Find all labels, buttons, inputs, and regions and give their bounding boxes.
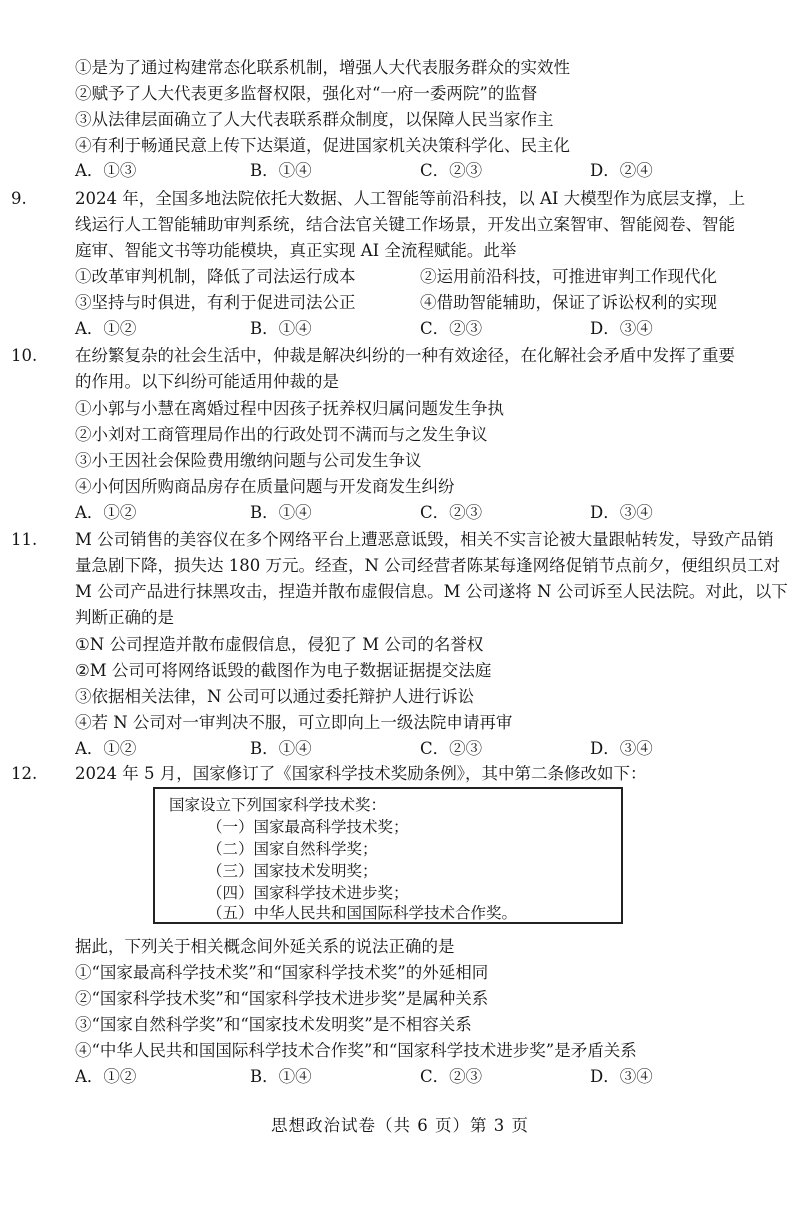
q12-choices [75,1064,765,1090]
q11-choice-d[interactable]: D．③④ [590,739,653,758]
q11-stem-line-2: 量急剧下降，损失达 180 万元。经查，N 公司经营者陈某每逢网络促销节点前夕，便组织员工对 [75,556,781,575]
q11-stem-line-1 [11,527,774,553]
q10-stem-line-2: 的作用。以下纠纷可能适用仲裁的是 [75,372,339,391]
q9-stem-line-3: 庭审、智能文书等功能模块，真正实现 AI 全流程赋能。此举 [75,241,517,260]
q10-stem-text-1: 在纷繁复杂的社会生活中，仲裁是解决纠纷的一种有效途径，在化解社会矛盾中发挥了重要 [75,346,735,365]
q9-option-2: ②运用前沿科技，可推进审判工作现代化 [420,267,717,286]
q9-choice-b[interactable]: B．①④ [250,319,312,338]
q8-choices [75,158,765,184]
q8-option-1: ①是为了通过构建常态化联系机制，增强人大代表服务群众的实效性 [75,58,570,77]
q10-choice-d[interactable]: D．③④ [590,503,653,522]
q12-choice-d[interactable]: D．③④ [590,1067,653,1086]
q11-stem-text-1: M 公司销售的美容仪在多个网络平台上遭恶意诋毁，相关不实言论被大量跟帖转发，导致产品销 [75,530,774,549]
box-item-1: （一）国家最高科学技术奖； [207,818,409,836]
q9-choice-a[interactable]: A．①② [75,319,137,338]
box-heading: 国家设立下列国家科学技术奖： [169,796,387,814]
q12-number: 12. [11,764,38,783]
q10-choice-a[interactable]: A．①② [75,503,137,522]
q9-stem-line-1 [11,186,760,212]
q11-choice-c[interactable]: C．②③ [420,739,483,758]
q10-choice-c[interactable]: C．②③ [420,503,483,522]
q11-choices [75,736,765,762]
regulation-box [153,787,623,924]
box-item-4: （四）国家科学技术进步奖； [207,884,409,902]
q12-choice-b[interactable]: B．①④ [250,1067,312,1086]
q12-choice-c[interactable]: C．②③ [420,1067,483,1086]
q8-choice-c[interactable]: C．②③ [420,161,483,180]
q12-question: 据此，下列关于相关概念间外延关系的说法正确的是 [75,937,455,956]
q11-choice-b[interactable]: B．①④ [250,739,312,758]
q12-choice-a[interactable]: A．①② [75,1067,137,1086]
q9-number: 9. [11,189,27,208]
q12-option-3: ③“国家自然科学奖”和“国家技术发明奖”是不相容关系 [75,1015,472,1034]
q11-choice-a[interactable]: A．①② [75,739,137,758]
q9-choices [75,316,765,342]
q9-choice-d[interactable]: D．③④ [590,319,653,338]
q10-option-1: ①小郭与小慧在离婚过程中因孩子抚养权归属问题发生争执 [75,399,504,418]
q12-stem-text: 2024 年 5 月，国家修订了《国家科学技术奖励条例》，其中第二条修改如下： [75,764,647,783]
q8-choice-d[interactable]: D．②④ [590,161,653,180]
q11-stem-line-3: M 公司产品进行抹黑攻击，捏造并散布虚假信息。M 公司遂将 N 公司诉至人民法院。对此，以下 [75,582,788,601]
q9-stem-text-1: 2024 年，全国多地法院依托大数据、人工智能等前沿科技，以 AI 大模型作为底层支撑，上 [75,189,746,208]
q10-choice-b[interactable]: B．①④ [250,503,312,522]
q9-options-row-1 [75,264,760,290]
q12-stem-line [11,761,760,787]
q9-option-4: ④借助智能辅助，保证了诉讼权利的实现 [420,293,717,312]
box-item-2: （二）国家自然科学奖； [207,840,378,858]
q11-number: 11. [11,530,38,549]
q10-option-2: ②小刘对工商管理局作出的行政处罚不满而与之发生争议 [75,425,488,444]
q10-option-4: ④小何因所购商品房存在质量问题与开发商发生纠纷 [75,477,455,496]
q11-option-2: ②M 公司可将网络诋毁的截图作为电子数据证据提交法庭 [75,661,492,680]
box-item-5: （五）中华人民共和国国际科学技术合作奖。 [207,904,518,922]
q9-option-3: ③坚持与时俱进，有利于促进司法公正 [75,293,356,312]
q12-option-2: ②“国家科学技术奖”和“国家科学技术进步奖”是属种关系 [75,989,489,1008]
q11-option-4: ④若 N 公司对一审判决不服，可立即向上一级法院申请再审 [75,713,513,732]
q8-option-2: ②赋予了人大代表更多监督权限，强化对“一府一委两院”的监督 [75,84,538,103]
q10-option-3: ③小王因社会保险费用缴纳问题与公司发生争议 [75,451,422,470]
q8-option-4: ④有利于畅通民意上传下达渠道，促进国家机关决策科学化、民主化 [75,136,570,155]
q8-option-3: ③从法律层面确立了人大代表联系群众制度，以保障人民当家作主 [75,110,554,129]
page-footer: 思想政治试卷（共 6 页）第 3 页 [271,1116,529,1135]
q9-options-row-2 [75,290,760,316]
q11-option-1: ①N 公司捏造并散布虚假信息，侵犯了 M 公司的名誉权 [75,635,484,654]
q12-option-4: ④“中华人民共和国国际科学技术合作奖”和“国家科学技术进步奖”是矛盾关系 [75,1041,637,1060]
q10-stem-line-1 [11,343,760,369]
q9-choice-c[interactable]: C．②③ [420,319,483,338]
q11-option-3: ③依据相关法律，N 公司可以通过委托辩护人进行诉讼 [75,687,475,706]
q9-stem-line-2: 线运行人工智能辅助审判系统，结合法官关键工作场景，开发出立案智审、智能阅卷、智能 [75,215,735,234]
box-item-3: （三）国家技术发明奖； [207,862,378,880]
q8-choice-a[interactable]: A．①③ [75,161,137,180]
q9-option-1: ①改革审判机制，降低了司法运行成本 [75,267,356,286]
q8-choice-b[interactable]: B．①④ [250,161,312,180]
q11-stem-line-4: 判断正确的是 [75,608,174,627]
q12-option-1: ①“国家最高科学技术奖”和“国家科学技术奖”的外延相同 [75,963,489,982]
q10-number: 10. [11,346,38,365]
q10-choices [75,500,765,526]
